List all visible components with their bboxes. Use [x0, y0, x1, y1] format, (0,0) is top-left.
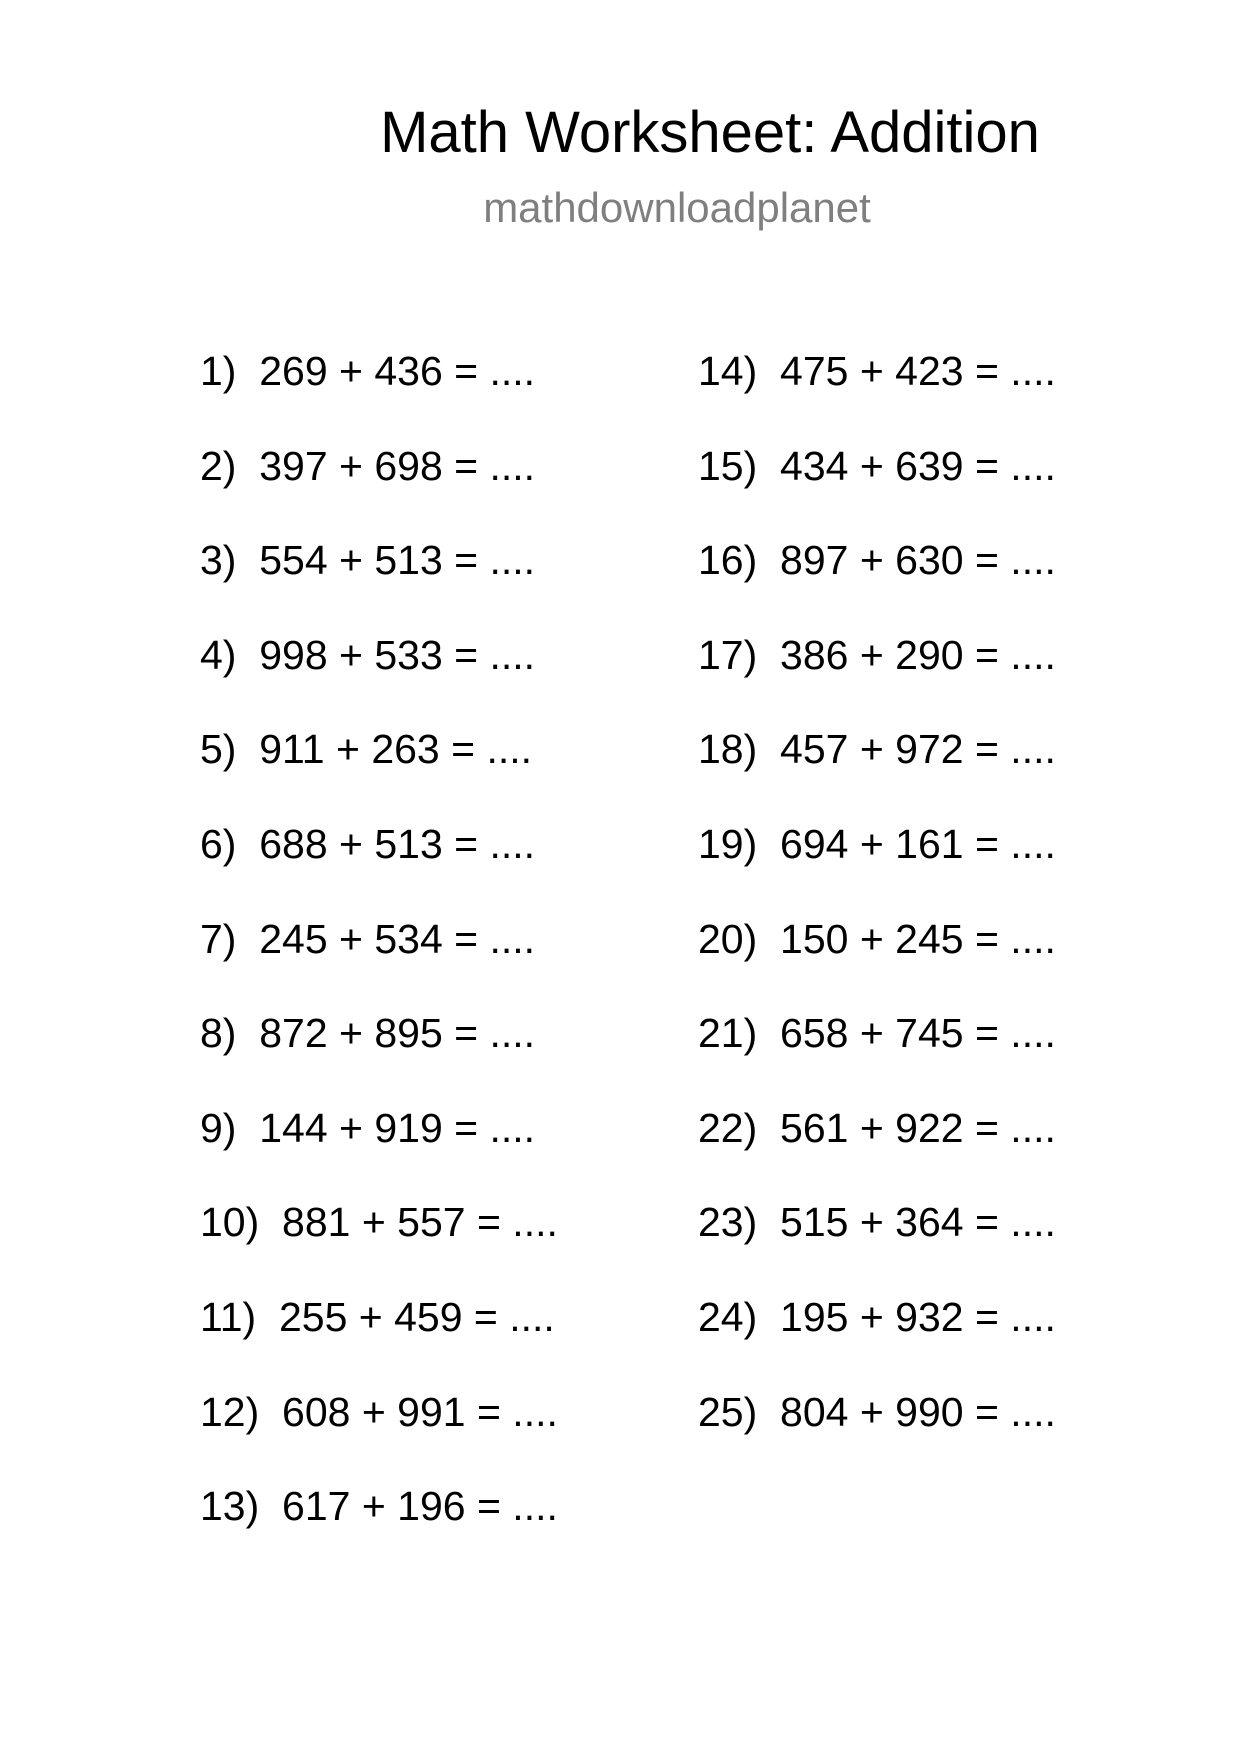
problem-4: 4) 998 + 533 = .... [200, 631, 536, 678]
problem-9: 9) 144 + 919 = .... [200, 1104, 536, 1151]
worksheet-title: Math Worksheet: Addition [380, 100, 1040, 165]
problem-22: 22) 561 + 922 = .... [698, 1104, 1056, 1151]
problem-3: 3) 554 + 513 = .... [200, 537, 536, 584]
problem-16: 16) 897 + 630 = .... [698, 537, 1056, 584]
problem-7: 7) 245 + 534 = .... [200, 915, 536, 962]
problem-1: 1) 269 + 436 = .... [200, 348, 536, 394]
problem-25: 25) 804 + 990 = .... [698, 1388, 1056, 1435]
problem-23: 23) 515 + 364 = .... [698, 1199, 1056, 1246]
problem-6: 6) 688 + 513 = .... [200, 820, 536, 867]
problem-18: 18) 457 + 972 = .... [698, 726, 1056, 773]
problem-2: 2) 397 + 698 = .... [200, 442, 536, 489]
problem-19: 19) 694 + 161 = .... [698, 820, 1056, 867]
problem-20: 20) 150 + 245 = .... [698, 915, 1056, 962]
problem-12: 12) 608 + 991 = .... [200, 1388, 558, 1435]
problem-5: 5) 911 + 263 = .... [200, 726, 533, 773]
problem-column-right [698, 346, 1056, 1481]
problem-17: 17) 386 + 290 = .... [698, 631, 1056, 678]
problem-21: 21) 658 + 745 = .... [698, 1010, 1056, 1057]
problem-8: 8) 872 + 895 = .... [200, 1010, 536, 1057]
problem-10: 10) 881 + 557 = .... [200, 1199, 558, 1246]
worksheet-source: mathdownloadplanet [483, 184, 871, 231]
problem-15: 15) 434 + 639 = .... [698, 442, 1056, 489]
problem-13: 13) 617 + 196 = .... [200, 1483, 558, 1530]
problem-24: 24) 195 + 932 = .... [698, 1293, 1056, 1340]
problem-11: 11) 255 + 459 = .... [200, 1293, 555, 1340]
problem-14: 14) 475 + 423 = .... [698, 348, 1056, 394]
problem-column-left [200, 346, 558, 1576]
